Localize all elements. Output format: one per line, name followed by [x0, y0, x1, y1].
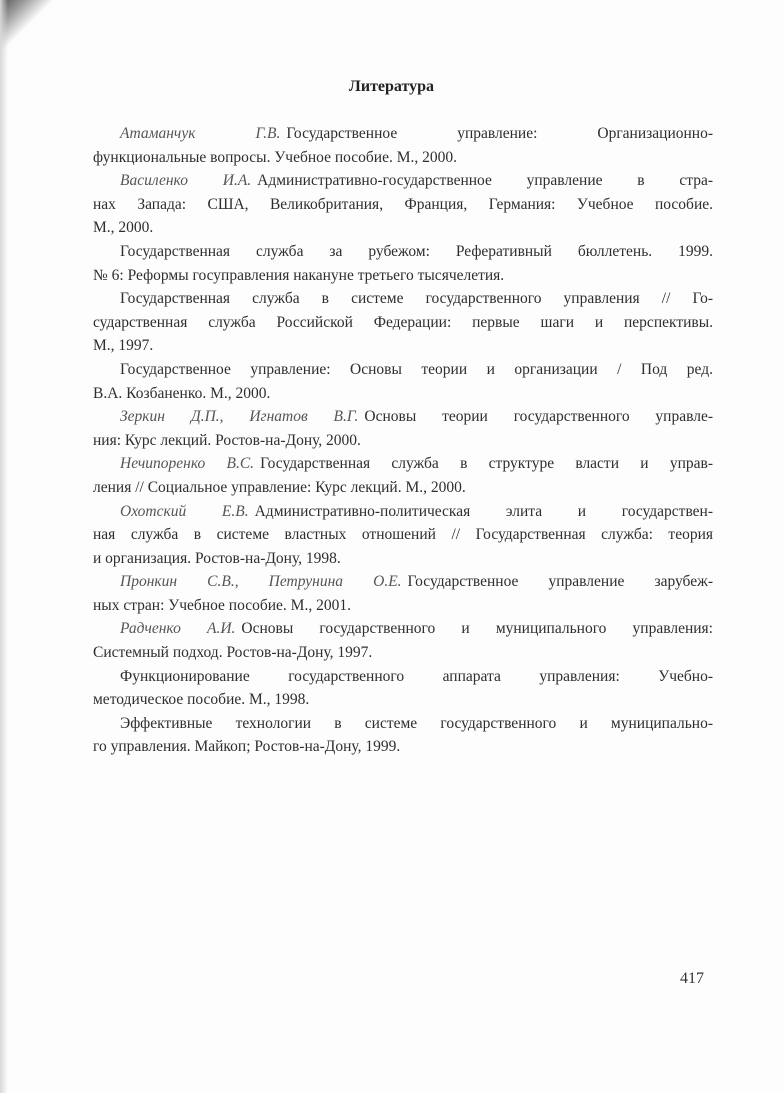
- reference-line: [93, 334, 713, 358]
- reference-text: Основы теории государственного управле-: [364, 408, 713, 426]
- reference-text: Эффективные технологии в системе государственного и муниципально-: [120, 714, 713, 732]
- reference-text: ная служба в системе властных отношений // Государственная служба: теория: [93, 526, 713, 544]
- reference-line: [93, 169, 713, 193]
- reference-line: [93, 452, 713, 476]
- reference-author: Охотский Е.В.: [120, 502, 249, 520]
- reference-text: ния: Курс лекций. Ростов-на-Дону, 2000.: [93, 431, 361, 449]
- reference-list: [93, 122, 713, 759]
- reference-line: [93, 405, 713, 429]
- reference-line: [93, 122, 713, 146]
- reference-author: Василенко И.А.: [120, 172, 252, 190]
- reference-line: [93, 523, 713, 547]
- reference-author: Атаманчук Г.В.: [120, 125, 281, 142]
- reference-text: нах Запада: США, Великобритания, Франция, Германия: Учебное пособие.: [93, 195, 713, 213]
- reference-text: Административно-политическая элита и государствен-: [254, 502, 714, 520]
- reference-author: Нечипоренко В.С.: [120, 455, 255, 473]
- reference-text: ных стран: Учебное пособие. М., 2001.: [93, 596, 351, 614]
- reference-entry: [93, 122, 713, 169]
- reference-line: [93, 500, 713, 524]
- reference-text: сударственная служба Российской Федерации: первые шаги и перспективы.: [93, 313, 713, 331]
- reference-text: Основы государственного и муниципального управления:: [241, 620, 713, 638]
- reference-line: [93, 240, 713, 264]
- reference-entry: [93, 570, 713, 617]
- reference-text: Государственная служба за рубежом: Реферативный бюллетень. 1999.: [120, 242, 713, 260]
- reference-text: ления // Социальное управление: Курс лекций. М., 2000.: [93, 478, 466, 496]
- reference-line: [93, 617, 713, 641]
- reference-text: Государственное управление: Основы теории и организации / Под ред.: [120, 360, 713, 378]
- reference-text: М., 2000.: [93, 219, 154, 237]
- reference-line: [93, 735, 713, 759]
- reference-line: [93, 358, 713, 382]
- reference-text: М., 1997.: [93, 337, 154, 355]
- reference-line: [93, 547, 713, 571]
- reference-text: Государственная служба в структуре власти и управ-: [260, 455, 713, 473]
- reference-entry: [93, 287, 713, 358]
- reference-line: [93, 429, 713, 453]
- reference-text: го управления. Майкоп; Ростов-на-Дону, 1999.: [93, 738, 401, 756]
- reference-author: Радченко А.И.: [120, 620, 236, 638]
- reference-line: [93, 688, 713, 712]
- page-title: Литература: [348, 78, 435, 95]
- reference-line: [93, 216, 713, 240]
- reference-entry: [93, 452, 713, 499]
- reference-entry: [93, 665, 713, 712]
- reference-line: [93, 570, 713, 594]
- reference-text: Государственная служба в системе государственного управления // Го-: [120, 290, 713, 308]
- reference-line: [93, 311, 713, 335]
- page-number: 417: [680, 970, 704, 987]
- reference-text: В.А. Козбаненко. М., 2000.: [93, 384, 271, 402]
- reference-author: Пронкин С.В., Петрунина О.Е.: [120, 573, 402, 591]
- reference-text: Системный подход. Ростов-на-Дону, 1997.: [93, 644, 373, 662]
- reference-text: методическое пособие. М., 1998.: [93, 691, 310, 709]
- reference-entry: [93, 712, 713, 759]
- reference-line: [93, 641, 713, 665]
- reference-line: [93, 193, 713, 217]
- reference-line: [93, 594, 713, 618]
- reference-line: [93, 264, 713, 288]
- reference-entry: [93, 405, 713, 452]
- reference-entry: [93, 358, 713, 405]
- reference-text: Административно-государственное управление в стра-: [257, 172, 713, 190]
- reference-text: Государственное управление: Организационно-: [286, 125, 713, 142]
- reference-text: № 6: Реформы госуправления накануне третьего тысячелетия.: [93, 266, 505, 284]
- scan-shadow: [0, 0, 60, 60]
- reference-text: Функционирование государственного аппарата управления: Учебно-: [120, 667, 713, 685]
- reference-text: и организация. Ростов-на-Дону, 1998.: [93, 549, 341, 567]
- reference-line: [93, 712, 713, 736]
- reference-text: Государственное управление зарубеж-: [407, 573, 713, 591]
- reference-entry: [93, 617, 713, 664]
- reference-entry: [93, 169, 713, 240]
- reference-line: [93, 146, 713, 170]
- reference-line: [93, 382, 713, 406]
- reference-author: Зеркин Д.П., Игнатов В.Г.: [120, 408, 359, 426]
- reference-entry: [93, 240, 713, 287]
- reference-text: функциональные вопросы. Учебное пособие. М., 2000.: [93, 148, 458, 166]
- scan-edge: [0, 0, 8, 1093]
- reference-line: [93, 287, 713, 311]
- reference-line: [93, 665, 713, 689]
- reference-entry: [93, 500, 713, 571]
- reference-line: [93, 476, 713, 500]
